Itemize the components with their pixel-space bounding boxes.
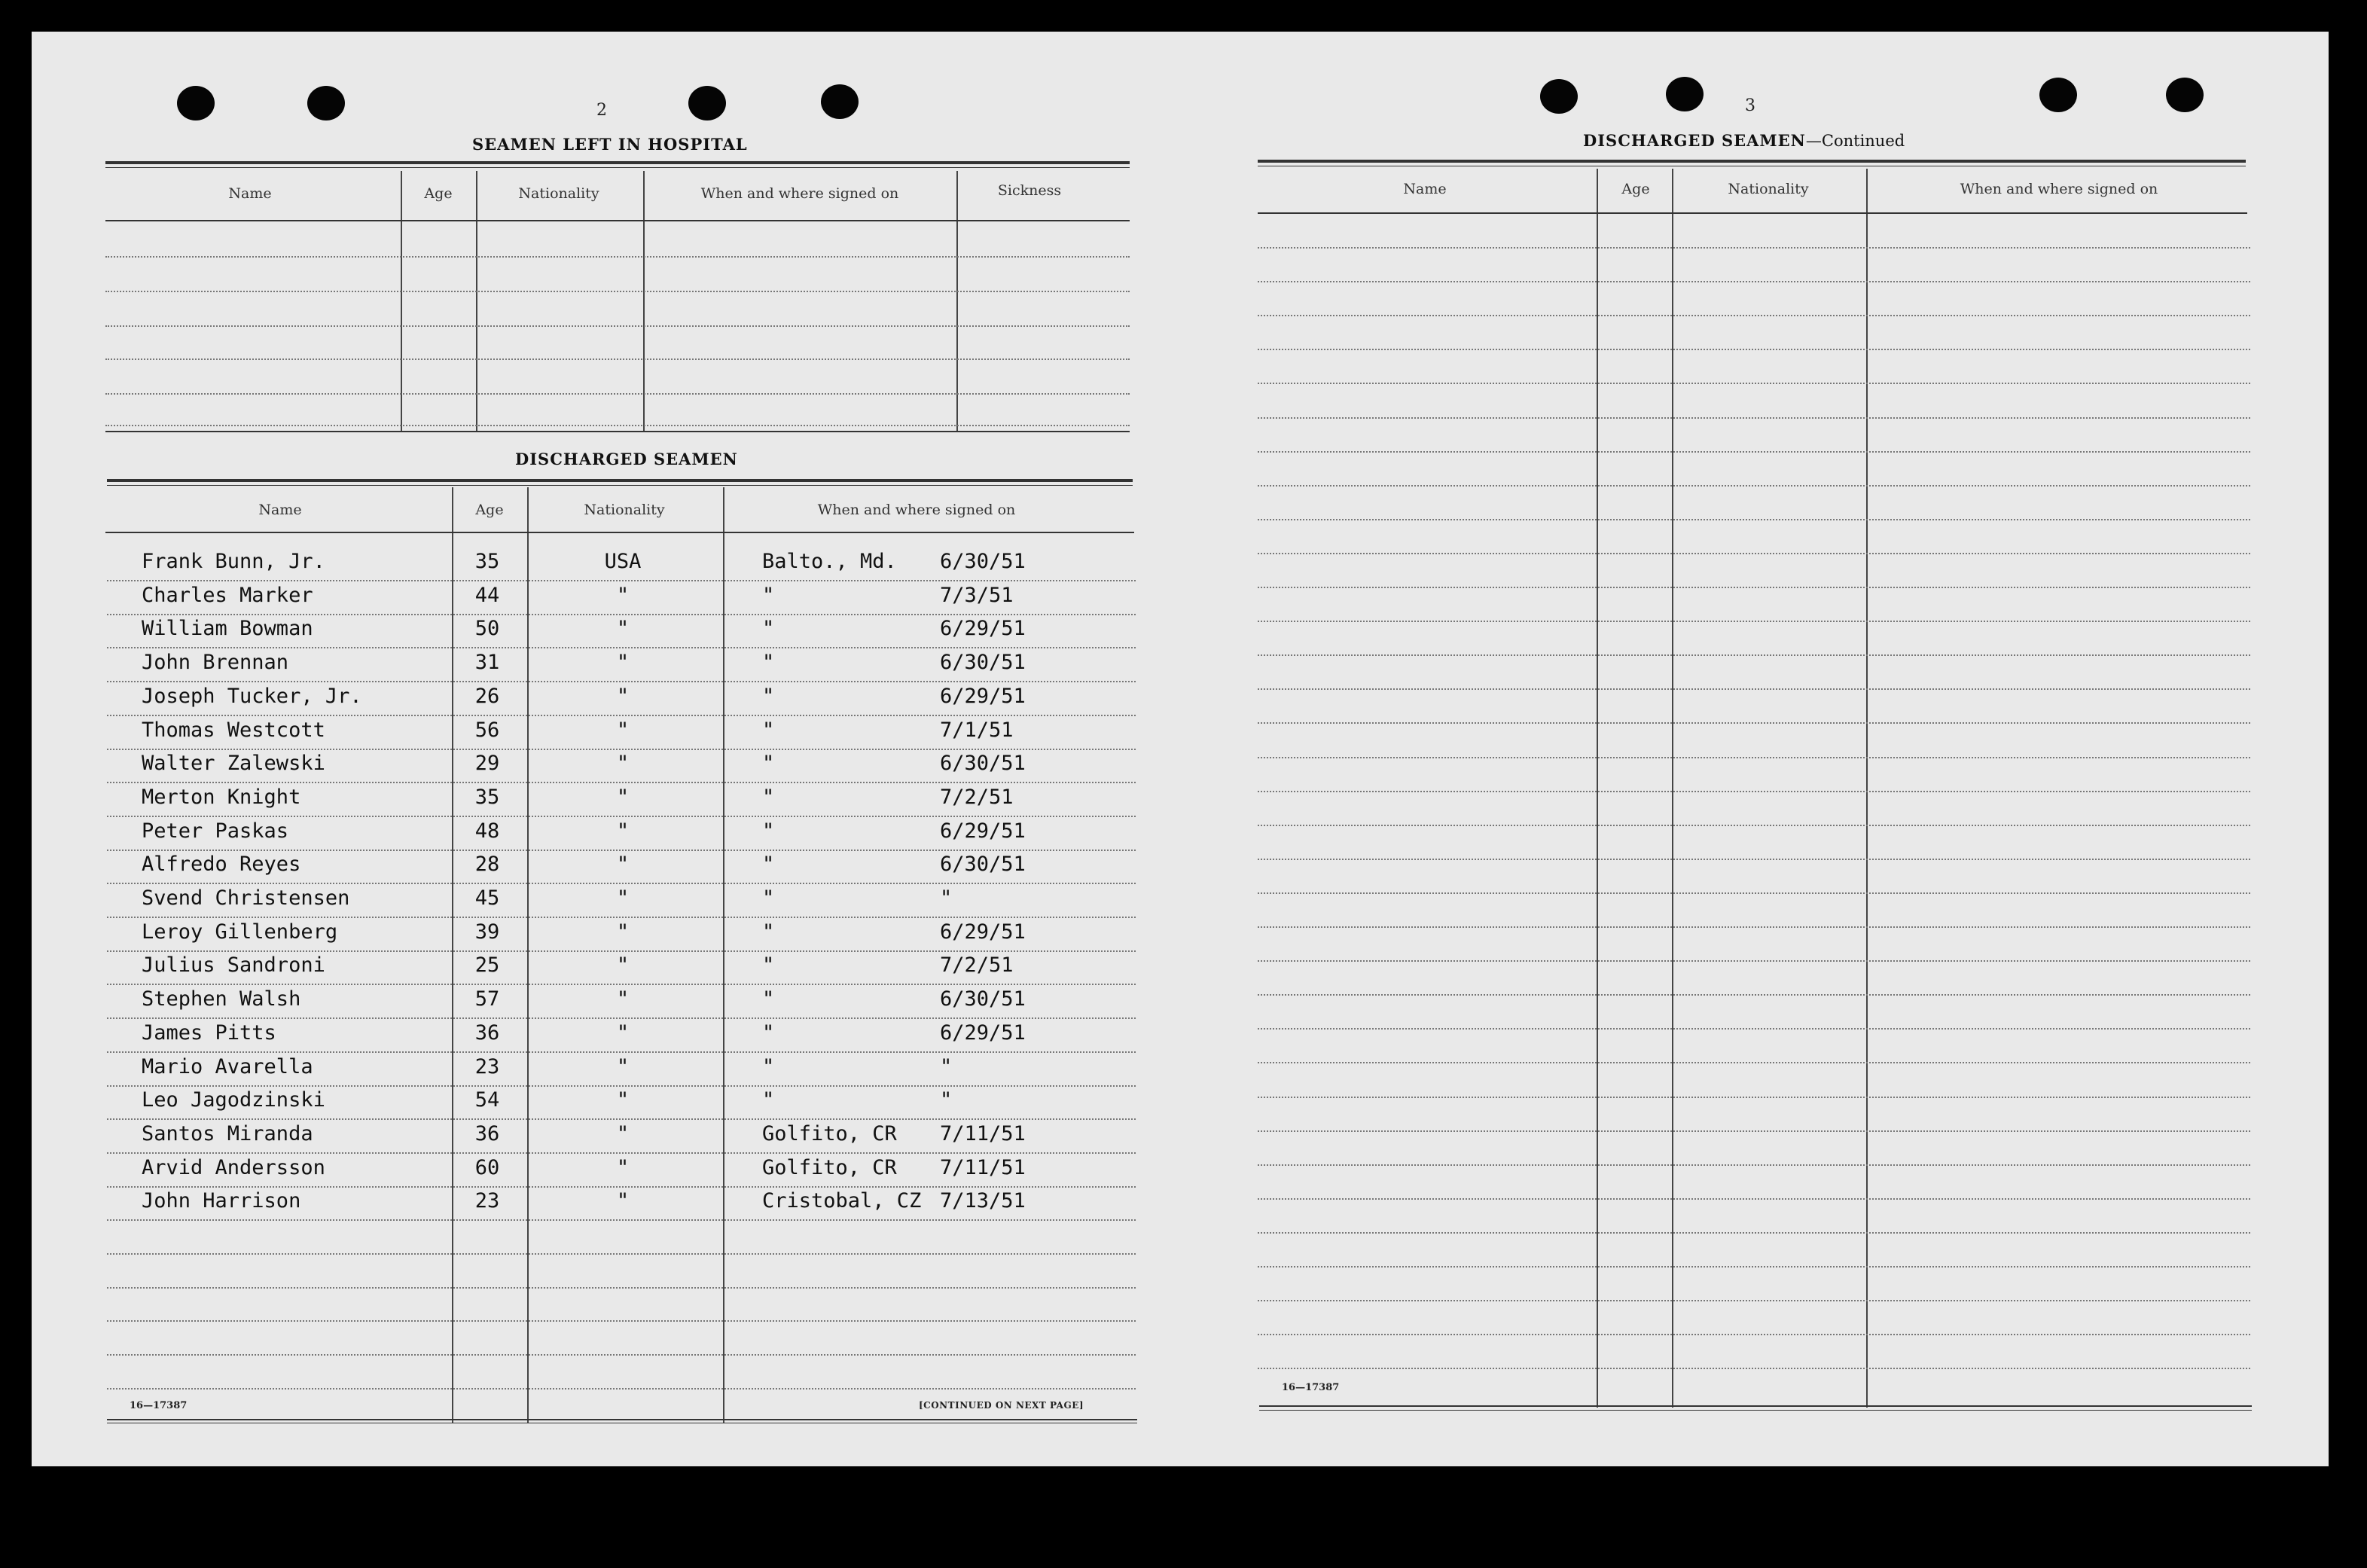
hospital-row-line [105,425,1130,426]
seaman-name: Leroy Gillenberg [142,920,338,944]
discharged-row-line [107,647,1136,648]
seaman-age: 23 [474,1055,500,1078]
right-row-line [1258,994,2250,996]
seaman-signed-place: " [762,886,775,910]
seaman-signed-place: " [762,1021,775,1045]
hospital-top-rule-2 [105,167,1130,168]
seaman-nationality: " [616,1189,630,1213]
right-row-line [1258,722,2250,724]
seaman-nationality: " [616,853,630,876]
seaman-signed-place: " [762,953,775,977]
discharged-row-line [107,816,1136,817]
right-row-line [1258,281,2250,282]
hospital-row-line [105,358,1130,360]
right-bottom-rule [1259,1405,2252,1407]
form-code-right: 16—17387 [1282,1382,1340,1393]
right-section-title-suffix: —Continued [1805,132,1905,150]
seaman-signed-place: " [762,584,775,607]
seaman-age: 31 [474,651,500,674]
seaman-signed-place: " [762,685,775,708]
seaman-name: Charles Marker [142,584,313,607]
seaman-nationality: " [616,987,630,1011]
seaman-age: 50 [474,617,500,640]
seaman-signed-date: 6/29/51 [940,617,1026,640]
form-code-left: 16—17387 [130,1400,188,1411]
seaman-nationality: " [616,584,630,607]
discharged-row-line [107,1051,1136,1053]
seaman-age: 60 [474,1156,500,1179]
discharged-row-line [107,950,1136,952]
right-row-line [1258,892,2250,894]
seaman-signed-place: " [762,786,775,809]
seaman-age: 36 [474,1122,500,1145]
right-row-line [1258,451,2250,453]
discharged-row-line [107,1085,1136,1087]
hospital-col-signed: When and where signed on [700,185,899,202]
right-header-rule [1258,212,2247,214]
hospital-col-nationality: Nationality [518,185,599,202]
seaman-signed-date: " [940,1055,953,1078]
seaman-nationality: " [616,718,630,742]
seaman-nationality: " [616,617,630,640]
seaman-nationality: " [616,920,630,944]
right-row-line [1258,587,2250,588]
right-row-line [1258,485,2250,487]
seaman-nationality: " [616,685,630,708]
discharged-row-line [107,1354,1136,1356]
discharged-row-line [107,614,1136,615]
right-row-line [1258,553,2250,554]
discharged-row-line [107,1320,1136,1322]
punch-hole [1666,77,1704,111]
hospital-col-divider [643,171,645,431]
right-row-line [1258,926,2250,928]
seaman-signed-date: " [940,1088,953,1112]
seaman-signed-date: " [940,886,953,910]
seaman-signed-place: Balto., Md. [762,550,897,573]
punch-hole [307,86,345,120]
seaman-name: Peter Paskas [142,819,289,843]
seaman-signed-date: 6/30/51 [940,651,1026,674]
seaman-nationality: " [616,1055,630,1078]
hospital-col-divider [401,171,402,431]
discharged-row-line [107,681,1136,682]
hospital-bottom-rule [105,431,1130,432]
right-col-age: Age [1621,181,1650,197]
seaman-age: 39 [474,920,500,944]
hospital-col-divider [956,171,958,431]
seaman-signed-date: 6/30/51 [940,550,1026,573]
seaman-age: 29 [474,752,500,775]
seaman-signed-place: " [762,617,775,640]
seaman-name: Santos Miranda [142,1122,313,1145]
seaman-age: 36 [474,1021,500,1045]
right-row-line [1258,688,2250,690]
discharged-row-line [107,1253,1136,1255]
discharged-header-rule [105,532,1134,533]
right-row-line [1258,519,2250,520]
right-col-divider [1597,169,1598,1408]
discharged-row-line [107,1388,1136,1390]
right-col-name: Name [1403,181,1447,197]
seaman-nationality: " [616,1156,630,1179]
discharged-section-title: DISCHARGED SEAMEN [515,450,738,468]
discharged-row-line [107,782,1136,783]
seaman-signed-date: 6/30/51 [940,853,1026,876]
seaman-age: 35 [474,550,500,573]
punch-hole [177,86,215,120]
seaman-name: Alfredo Reyes [142,853,301,876]
discharged-row-line [107,580,1136,581]
seaman-nationality: " [616,651,630,674]
seaman-signed-place: " [762,1055,775,1078]
seaman-name: John Brennan [142,651,289,674]
seaman-nationality: " [616,819,630,843]
discharged-row-line [107,1017,1136,1019]
seaman-signed-place: " [762,1088,775,1112]
right-row-line [1258,1266,2250,1268]
discharged-col-name: Name [258,502,302,518]
discharged-top-rule-2 [107,485,1133,486]
seaman-signed-date: 7/2/51 [940,953,1014,977]
hospital-row-line [105,325,1130,327]
seaman-age: 54 [474,1088,500,1112]
discharged-col-signed: When and where signed on [817,502,1016,518]
seaman-age: 44 [474,584,500,607]
seaman-nationality: " [616,1021,630,1045]
right-col-nationality: Nationality [1728,181,1809,197]
page-number-right: 3 [1745,96,1755,115]
discharged-row-line [107,715,1136,716]
right-row-line [1258,621,2250,622]
right-section-title-main: DISCHARGED SEAMEN [1583,131,1806,150]
hospital-section-title: SEAMEN LEFT IN HOSPITAL [472,135,748,154]
seaman-signed-date: 6/29/51 [940,920,1026,944]
discharged-col-divider [527,487,529,1423]
seaman-name: Frank Bunn, Jr. [142,550,325,573]
seaman-age: 25 [474,953,500,977]
discharged-row-line [107,883,1136,884]
seaman-name: John Harrison [142,1189,301,1213]
document-sheet [32,32,2329,1466]
page-number-left: 2 [596,101,607,120]
continued-note: [CONTINUED ON NEXT PAGE] [919,1400,1084,1411]
seaman-signed-date: 6/30/51 [940,752,1026,775]
hospital-row-line [105,291,1130,292]
right-row-line [1258,315,2250,316]
discharged-row-line [107,1186,1136,1188]
discharged-col-nationality: Nationality [584,502,665,518]
right-row-line [1258,417,2250,419]
right-row-line [1258,1097,2250,1098]
hospital-row-line [105,393,1130,395]
punch-hole [821,84,859,119]
hospital-row-line [105,256,1130,258]
seaman-name: Svend Christensen [142,886,350,910]
seaman-signed-place: Golfito, CR [762,1156,897,1179]
right-section-title [1583,131,1905,150]
discharged-row-line [107,850,1136,851]
discharged-col-divider [452,487,453,1423]
hospital-col-name: Name [228,185,272,202]
right-col-divider [1672,169,1673,1408]
discharged-row-line [107,1118,1136,1120]
seaman-name: Joseph Tucker, Jr. [142,685,362,708]
seaman-age: 26 [474,685,500,708]
seaman-signed-date: 6/30/51 [940,987,1026,1011]
seaman-name: Mario Avarella [142,1055,313,1078]
hospital-col-divider [476,171,477,431]
right-row-line [1258,349,2250,350]
right-row-line [1258,1198,2250,1200]
seaman-nationality: " [616,886,630,910]
seaman-age: 57 [474,987,500,1011]
right-row-line [1258,1334,2250,1335]
right-row-line [1258,791,2250,792]
seaman-nationality: " [616,1088,630,1112]
hospital-col-age: Age [424,185,453,202]
seaman-name: Stephen Walsh [142,987,301,1011]
seaman-name: Walter Zalewski [142,752,325,775]
seaman-signed-date: 7/2/51 [940,786,1014,809]
discharged-row-line [107,1287,1136,1289]
right-row-line [1258,859,2250,860]
discharged-top-rule [107,479,1133,482]
seaman-signed-date: 7/11/51 [940,1156,1026,1179]
seaman-name: James Pitts [142,1021,276,1045]
discharged-bottom-rule [107,1419,1137,1420]
punch-hole [688,86,726,120]
seaman-signed-date: 6/29/51 [940,685,1026,708]
seaman-age: 56 [474,718,500,742]
right-bottom-rule-2 [1259,1410,2252,1411]
seaman-signed-date: 6/29/51 [940,819,1026,843]
seaman-nationality: " [616,1122,630,1145]
seaman-name: Thomas Westcott [142,718,325,742]
discharged-row-line [107,749,1136,750]
right-col-divider [1866,169,1868,1408]
seaman-signed-date: 7/13/51 [940,1189,1026,1213]
discharged-row-line [107,917,1136,918]
seaman-name: Leo Jagodzinski [142,1088,325,1112]
seaman-nationality: " [616,752,630,775]
right-row-line [1258,654,2250,656]
right-row-line [1258,825,2250,826]
right-row-line [1258,1164,2250,1166]
seaman-nationality: USA [604,550,642,573]
right-row-line [1258,1028,2250,1030]
seaman-signed-place: Cristobal, CZ [762,1189,922,1213]
seaman-age: 45 [474,886,500,910]
seaman-signed-date: 6/29/51 [940,1021,1026,1045]
right-row-line [1258,383,2250,384]
seaman-age: 28 [474,853,500,876]
seaman-signed-place: Golfito, CR [762,1122,897,1145]
right-row-line [1258,1300,2250,1301]
seaman-name: Merton Knight [142,786,301,809]
seaman-signed-date: 7/3/51 [940,584,1014,607]
seaman-signed-place: " [762,718,775,742]
seaman-signed-date: 7/11/51 [940,1122,1026,1145]
right-row-line [1258,757,2250,758]
seaman-nationality: " [616,953,630,977]
seaman-signed-place: " [762,651,775,674]
seaman-name: Julius Sandroni [142,953,325,977]
seaman-signed-place: " [762,819,775,843]
discharged-row-line [107,1219,1136,1221]
right-top-rule [1258,160,2246,163]
seaman-nationality: " [616,786,630,809]
right-row-line [1258,1130,2250,1132]
right-row-line [1258,960,2250,962]
seaman-age: 23 [474,1189,500,1213]
seaman-signed-place: " [762,853,775,876]
seaman-age: 35 [474,786,500,809]
right-row-line [1258,1062,2250,1063]
discharged-row-line [107,984,1136,985]
right-row-line [1258,1232,2250,1234]
punch-hole [2166,78,2204,112]
seaman-name: William Bowman [142,617,313,640]
punch-hole [2039,78,2077,112]
seaman-signed-place: " [762,752,775,775]
discharged-col-divider [723,487,724,1423]
seaman-age: 48 [474,819,500,843]
discharged-col-age: Age [475,502,504,518]
hospital-col-sickness: Sickness [997,182,1062,199]
punch-hole [1540,79,1578,114]
hospital-header-rule [105,220,1130,221]
right-row-line [1258,1368,2250,1369]
discharged-row-line [107,1152,1136,1154]
right-row-line [1258,247,2250,249]
seaman-signed-date: 7/1/51 [940,718,1014,742]
seaman-name: Arvid Andersson [142,1156,325,1179]
seaman-signed-place: " [762,920,775,944]
seaman-signed-place: " [762,987,775,1011]
hospital-top-rule [105,161,1130,164]
right-col-signed: When and where signed on [1960,181,2158,197]
